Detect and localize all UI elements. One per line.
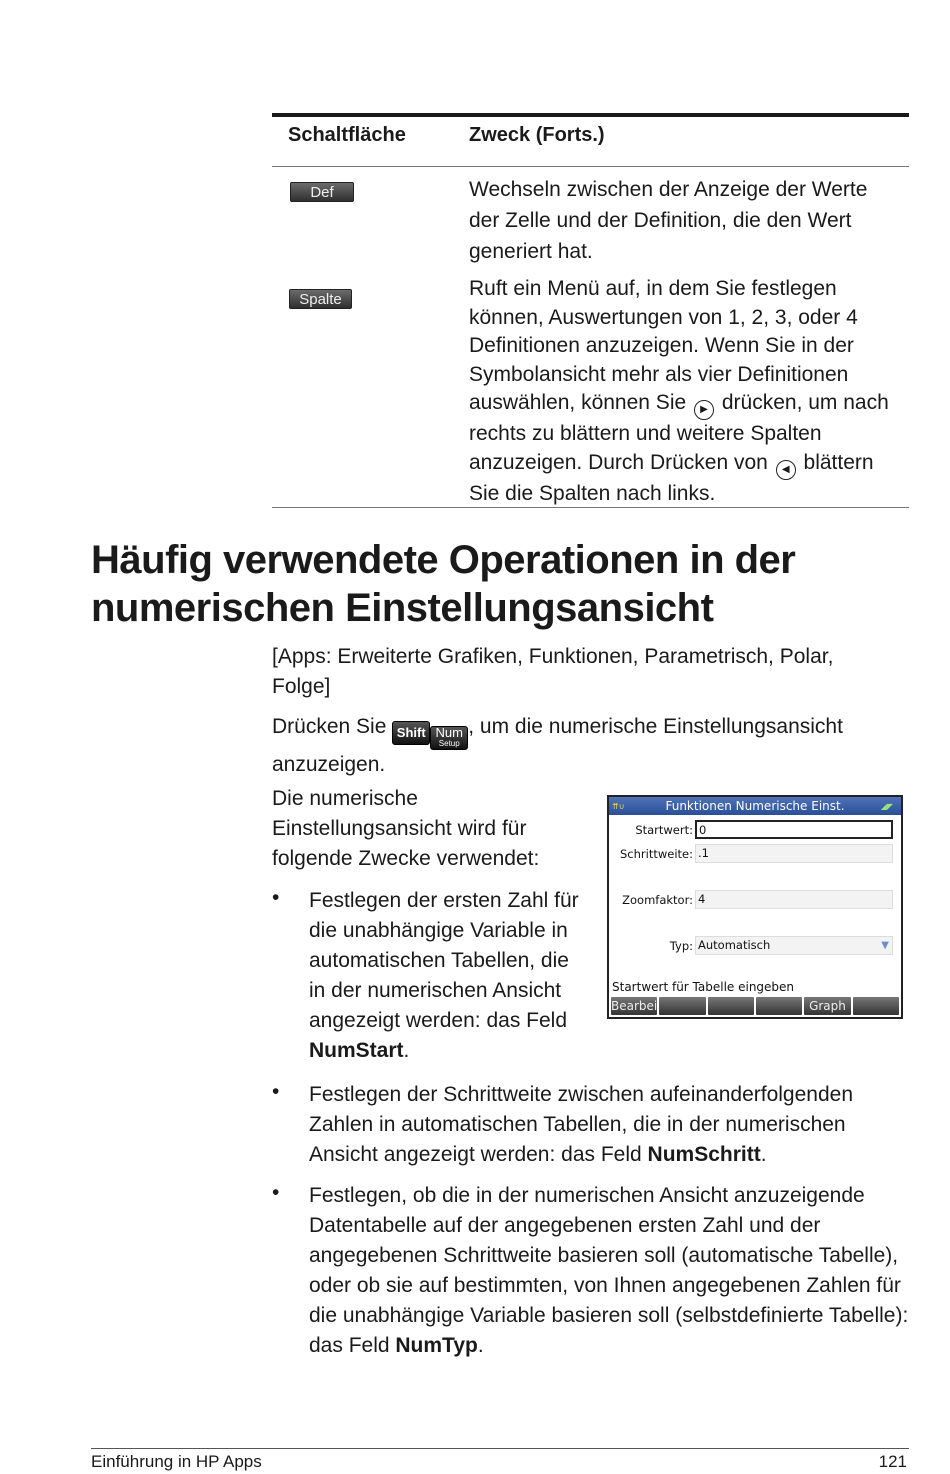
calc-menu-slot-3[interactable]	[708, 997, 754, 1015]
calculator-screenshot	[607, 795, 903, 1019]
section-heading: Häufig verwendete Operationen in der numerischen Einstellungsansicht	[91, 538, 796, 630]
bullet-2-text: Festlegen der Schrittweite zwischen aufeinanderfolgenden Zahlen in automatischen Tabellen, die in der numerischen Ansicht angezeigt werden: das Feld	[309, 1083, 854, 1166]
bullet-3-field: NumTyp	[395, 1334, 478, 1357]
bullet-marker: •	[272, 1181, 280, 1204]
dropdown-arrow-icon: ▼	[881, 940, 889, 951]
press-instruction	[272, 712, 892, 780]
press-after: , um die numerische Einstellungsansicht anzuzeigen.	[272, 715, 843, 776]
spalte-text-1: Ruft ein Menü auf, in dem Sie festlegen können, Auswertungen von 1, 2, 3, oder 4 Definitionen anzuzeigen. Wenn Sie in der Symbolansicht mehr als vier Definitionen auswählen, können Sie	[469, 277, 858, 414]
bullet-3-text: Festlegen, ob die in der numerischen Ansicht anzuzeigende Datentabelle auf der angegebenen ersten Zahl und der angegebenen Schrittweite basieren soll (automatische Tabelle), oder ob sie auf bestimmten, von Ihnen angegebenen Zahlen für die unabhängige Variable basieren soll (selbstdefinierte Tabelle): das Feld	[309, 1184, 909, 1357]
bullet-3-period: .	[477, 1334, 484, 1357]
page-number: 121	[878, 1452, 907, 1471]
spalte-description	[469, 275, 899, 509]
calc-label-zoomfaktor: Zoomfaktor:	[622, 893, 693, 907]
spalte-text-2: drücken, um nach rechts zu blättern und weitere Spalten anzuzeigen. Durch Drücken von	[469, 391, 889, 474]
bullet-1	[309, 886, 591, 1066]
table-header-button: Schaltfläche	[288, 124, 406, 146]
calc-menu-slot-2[interactable]	[659, 997, 705, 1015]
table-bottom-rule	[272, 507, 909, 508]
bullet-2	[309, 1080, 909, 1170]
calc-status-icons: ⇈∪	[612, 801, 625, 811]
calc-menu-graph[interactable]: Graph	[804, 997, 850, 1015]
calc-field-schrittweite[interactable]: .1	[695, 844, 893, 863]
bullet-marker: •	[272, 886, 280, 909]
table-header-rule	[272, 166, 909, 167]
shift-key-icon: Shift	[392, 721, 430, 745]
def-description: Wechseln zwischen der Anzeige der Werte der Zelle und der Definition, die den Wert generiert hat.	[469, 178, 868, 263]
spalte-text-3: blättern Sie die Spalten nach links.	[469, 450, 874, 505]
right-arrow-key-icon: ▶	[694, 400, 714, 420]
calc-field-zoomfaktor[interactable]: 4	[695, 890, 893, 909]
calc-battery-icon: ◢◤	[880, 801, 893, 811]
num-setup-key-icon: Num Setup	[430, 726, 468, 750]
calc-field-startwert[interactable]: 0	[695, 820, 893, 839]
bullet-marker: •	[272, 1080, 280, 1103]
bullet-1-text: Festlegen der ersten Zahl für die unabhängige Variable in automatischen Tabellen, die in der numerischen Ansicht angezeigt werden: das Feld	[309, 889, 579, 1032]
spalte-softkey: Spalte	[289, 289, 352, 309]
press-before: Drücken Sie	[272, 715, 387, 738]
def-softkey: Def	[290, 182, 354, 202]
calc-field-typ[interactable]	[695, 936, 893, 955]
table-top-rule	[272, 113, 909, 117]
footer-title: Einführung in HP Apps	[91, 1452, 262, 1471]
calc-menu-bar	[611, 997, 899, 1015]
calc-menu-slot-4[interactable]	[756, 997, 802, 1015]
table-header-purpose: Zweck (Forts.)	[469, 124, 605, 146]
bullet-2-period: .	[760, 1143, 767, 1166]
footer-rule	[91, 1448, 909, 1449]
bullet-1-period: .	[403, 1039, 410, 1062]
calc-label-schrittweite: Schrittweite:	[620, 847, 693, 861]
calc-title: Funktionen Numerische Einst.	[665, 799, 845, 813]
intro-paragraph: Die numerische Einstellungsansicht wird für folgende Zwecke verwendet:	[272, 787, 540, 870]
calc-status-text: Startwert für Tabelle eingeben	[612, 980, 795, 994]
calc-menu-bearbei[interactable]: Bearbei	[611, 999, 658, 1013]
bullet-3	[309, 1181, 909, 1361]
calc-label-typ: Typ:	[669, 939, 693, 953]
bullet-1-field: NumStart	[309, 1039, 404, 1062]
left-arrow-key-icon: ◀	[776, 460, 796, 480]
calc-title-bar	[609, 797, 901, 815]
bullet-2-field: NumSchritt	[647, 1143, 761, 1166]
calc-label-startwert: Startwert:	[635, 823, 693, 837]
calc-typ-value: Automatisch	[698, 938, 771, 952]
calc-menu-slot-6[interactable]	[853, 997, 899, 1015]
apps-note: [Apps: Erweiterte Grafiken, Funktionen, Parametrisch, Polar, Folge]	[272, 645, 834, 698]
